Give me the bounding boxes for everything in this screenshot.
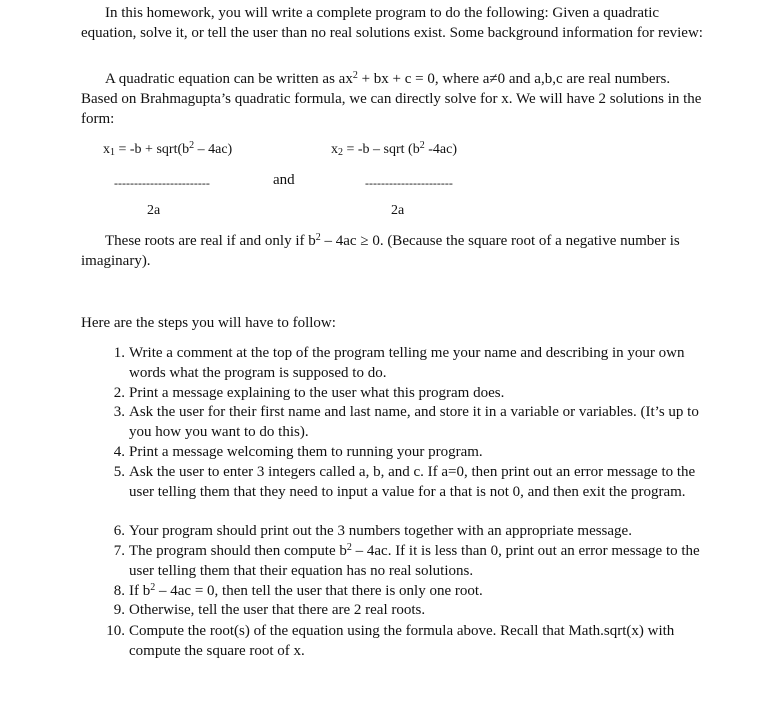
step-number: 8. <box>113 583 125 599</box>
step-text: Ask the user for their first name and last name, and store it in a variable or variables. (It’s up to you how you want to do this). <box>129 404 699 440</box>
step-text: Print a message explaining to the user what this program does. <box>129 385 505 401</box>
steps-heading: Here are the steps you will have to follow: <box>81 315 336 331</box>
fraction-divider-left: ------------------------ <box>114 176 210 190</box>
formula-x2 <box>331 141 457 159</box>
background-paragraph <box>81 69 706 129</box>
step-number: 9. <box>113 602 125 618</box>
x2-expr-a: = -b – sqrt (b <box>343 142 420 157</box>
x2-expr-b: -4ac) <box>424 142 457 157</box>
step-number: 10. <box>106 623 125 639</box>
and-label: and <box>273 172 295 188</box>
x1-expr-b: – 4ac) <box>194 142 233 157</box>
real-roots-text-a: These roots are real if and only if b <box>105 233 316 249</box>
intro-paragraph: In this homework, you will write a complete program to do the following: Given a quadratic equation, solve it, or tell the user than no real solutions exist. Some background information for review: <box>81 5 703 41</box>
step-text: Write a comment at the top of the program telling me your name and describing in your own words what the program is supposed to do. <box>129 345 685 381</box>
x1-expr-a: = -b + sqrt(b <box>115 142 190 157</box>
denominator-right: 2a <box>391 203 405 218</box>
step-text-a: If b <box>129 583 151 599</box>
step-text <box>129 541 719 581</box>
step-number: 5. <box>113 464 125 480</box>
formula-x1 <box>103 141 232 159</box>
denominator-left: 2a <box>147 203 161 218</box>
real-roots-text-b: – 4ac ≥ 0. (Because the square root of a negative number is imaginary). <box>81 233 680 269</box>
x1-label: x <box>103 142 110 157</box>
step-text: Your program should print out the 3 numbers together with an appropriate message. <box>129 523 632 539</box>
step-superscript: 2 <box>150 582 156 593</box>
x2-superscript: 2 <box>419 140 425 151</box>
step-superscript: 2 <box>346 542 352 553</box>
step-number: 3. <box>113 404 125 420</box>
step-text: Print a message welcoming them to running your program. <box>129 444 483 460</box>
real-roots-paragraph <box>81 231 711 271</box>
x1-subscript: 1 <box>110 147 115 158</box>
step-text: Otherwise, tell the user that there are 2 real roots. <box>129 602 426 618</box>
x1-superscript: 2 <box>189 140 195 151</box>
step-text <box>129 581 719 601</box>
step-text-b: – 4ac. If it is less than 0, print out an error message to the user telling them that their equation has no real solutions. <box>129 543 700 579</box>
step-number: 2. <box>113 385 125 401</box>
step-text-b: – 4ac = 0, then tell the user that there is only one root. <box>155 583 483 599</box>
squared-superscript: 2 <box>352 70 358 81</box>
real-roots-superscript: 2 <box>315 232 321 243</box>
background-text-b: + bx + c = 0, where a≠0 and a,b,c are real numbers. Based on Brahmagupta’s quadratic formula, we can directly solve for x. We will have 2 solutions in the form: <box>81 71 702 127</box>
step-text: Compute the root(s) of the equation using the formula above. Recall that Math.sqrt(x) with compute the square root of x. <box>129 623 675 659</box>
fraction-divider-right: ---------------------- <box>365 176 453 190</box>
background-text-a: A quadratic equation can be written as ax <box>105 71 353 87</box>
step-text-a: The program should then compute b <box>129 543 347 559</box>
step-number: 1. <box>113 345 125 361</box>
step-number: 6. <box>113 523 125 539</box>
x2-label: x <box>331 142 338 157</box>
step-number: 7. <box>113 543 125 559</box>
x2-subscript: 2 <box>338 147 343 158</box>
step-text: Ask the user to enter 3 integers called a, b, and c. If a=0, then print out an error message to the user telling them that they need to input a value for a that is not 0, and then exit the program. <box>129 464 696 500</box>
step-number: 4. <box>113 444 125 460</box>
